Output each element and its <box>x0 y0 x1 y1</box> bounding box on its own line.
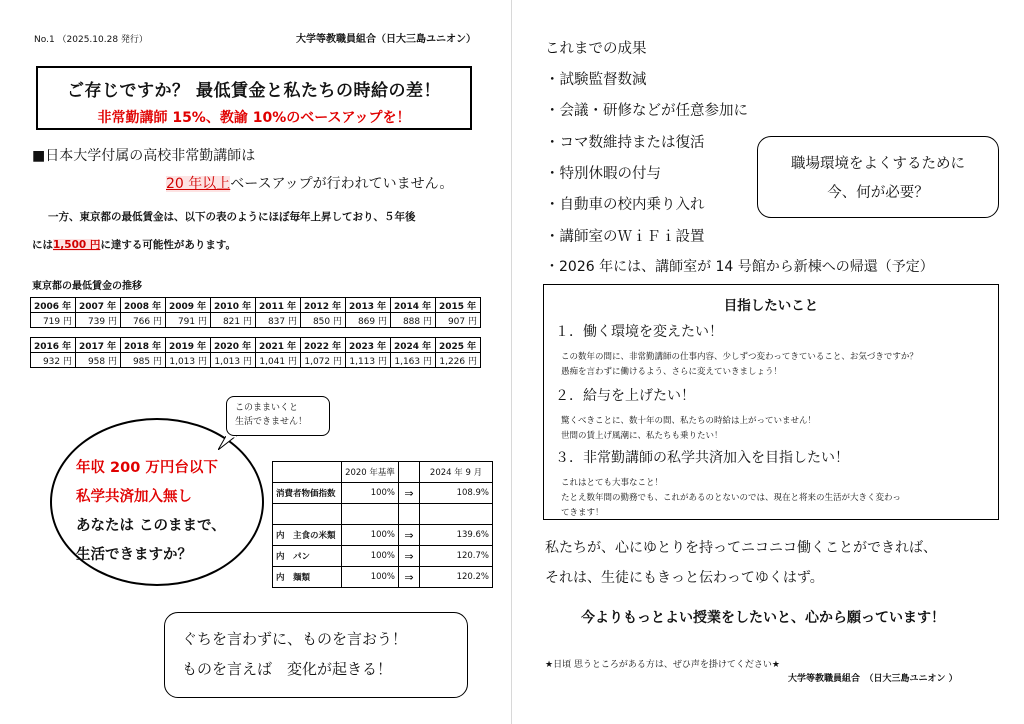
cpi-a-cell: 100% <box>342 546 399 567</box>
yen-highlight: 1,500 円 <box>53 239 101 251</box>
cpi-a-cell: 100% <box>342 525 399 546</box>
table-row <box>273 546 493 567</box>
year-cell: 2008 年 <box>121 298 166 313</box>
year-cell: 2015 年 <box>436 298 481 313</box>
headline: ご存じですか？ 最低賃金と私たちの時給の差！ <box>67 81 441 101</box>
table-row <box>31 353 481 368</box>
footer-note: ★日頃 思うところがある方は、ぜひ声を掛けてください★ <box>545 660 780 670</box>
year-cell: 2014 年 <box>391 298 436 313</box>
cpi-b-cell: 139.6% <box>420 525 493 546</box>
cpi-arrow-cell: ⇒ <box>399 483 420 504</box>
wage-cell: 1,041 円 <box>256 353 301 368</box>
year-cell: 2017 年 <box>76 338 121 353</box>
wage-cell: 1,113 円 <box>346 353 391 368</box>
years-highlight: 20 年以上 <box>166 176 231 192</box>
results-title: これまでの成果 <box>545 41 647 57</box>
goal-heading: １．働く環境を変えたい！ <box>555 324 723 340</box>
footer-union-name: 大学等教職員組合 （日大三島ユニオン ） <box>788 674 958 684</box>
min-wage-paragraph: 一方、東京都の最低賃金は、以下の表のようにほぼ毎年上昇しており、５年後 <box>48 211 416 223</box>
list-item: ・講師室のＷｉＦｉ設置 <box>545 228 705 245</box>
cpi-a-cell <box>342 504 399 525</box>
year-cell: 2006 年 <box>31 298 76 313</box>
table-row: 2020 年基準 2024 年 9 月 <box>273 462 493 483</box>
wage-cell: 869 円 <box>346 313 391 328</box>
year-cell: 2021 年 <box>256 338 301 353</box>
year-cell: 2019 年 <box>166 338 211 353</box>
cpi-a-cell: 100% <box>342 567 399 588</box>
goal-detail: この数年の間に、非常勤講師の仕事内容、少しずつ変わってきていること、お気づきですか？ <box>561 352 918 362</box>
year-cell: 2010 年 <box>211 298 256 313</box>
right-page <box>513 0 1024 724</box>
goal-detail: 世間の賃上げ風潮に、私たちも乗りたい！ <box>561 431 723 441</box>
goal-detail: これはとても大事なこと！ <box>561 478 664 488</box>
wage-cell: 766 円 <box>121 313 166 328</box>
wage-cell: 1,226 円 <box>436 353 481 368</box>
wage-cell: 932 円 <box>31 353 76 368</box>
year-cell: 2023 年 <box>346 338 391 353</box>
goal-detail: 驚くべきことに、数十年の間、私たちの時給は上がっていません！ <box>561 416 817 426</box>
wage-cell: 837 円 <box>256 313 301 328</box>
cpi-arrow-cell: ⇒ <box>399 567 420 588</box>
cpi-arrow-cell <box>399 504 420 525</box>
table-title: 東京都の最低賃金の推移 <box>32 281 142 292</box>
cpi-label-cell: 内 主食の米類 <box>273 525 342 546</box>
year-cell: 2024 年 <box>391 338 436 353</box>
year-cell: 2025 年 <box>436 338 481 353</box>
wage-cell: 791 円 <box>166 313 211 328</box>
wage-cell: 1,013 円 <box>166 353 211 368</box>
slogan-line-2: ものを言えば 変化が起きる！ <box>182 660 393 678</box>
year-cell: 2009 年 <box>166 298 211 313</box>
list-item: ・自動車の校内乗り入れ <box>545 197 705 214</box>
wage-cell: 739 円 <box>76 313 121 328</box>
union-name: 大学等教職員組合（日大三島ユニオン） <box>296 34 476 45</box>
speech-bubble-tail <box>218 436 238 450</box>
list-item: ・試験監督数減 <box>545 72 647 88</box>
headline-demand: 非常勤講師 15%、教諭 10%のベースアップを！ <box>97 110 411 126</box>
cpi-b-cell <box>420 504 493 525</box>
cpi-arrow-cell: ⇒ <box>399 525 420 546</box>
year-cell: 2020 年 <box>211 338 256 353</box>
table-row <box>273 504 493 525</box>
speech-bubble: このままいくと 生活できません！ <box>226 396 330 436</box>
year-cell: 2011 年 <box>256 298 301 313</box>
goal-heading: ３．非常勤講師の私学共済加入を目指したい！ <box>555 450 849 466</box>
wage-cell: 1,072 円 <box>301 353 346 368</box>
ellipse-line-question: あなたは このままで、 <box>76 518 226 534</box>
year-cell: 2018 年 <box>121 338 166 353</box>
question-box: 職場環境をよくするために 今、何が必要？ <box>757 136 999 218</box>
year-cell: 2012 年 <box>301 298 346 313</box>
table-row <box>273 525 493 546</box>
table-row <box>31 338 481 353</box>
slogan-box <box>164 612 468 698</box>
wage-cell: 1,013 円 <box>211 353 256 368</box>
no-raise-text: ベースアップが行われていません。 <box>230 176 454 192</box>
table-row <box>31 298 481 313</box>
cpi-label-cell: 消費者物価指数 <box>273 483 342 504</box>
goals-title: 目指したいこと <box>723 298 819 314</box>
issue-number: No.1 （2025.10.28 発行） <box>34 35 148 45</box>
slogan-line-1: ぐちを言わずに、ものを言おう！ <box>182 630 408 648</box>
cpi-arrow-cell: ⇒ <box>399 546 420 567</box>
year-cell: 2007 年 <box>76 298 121 313</box>
wish-message: 今よりもっとよい授業をしたいと、心から願っています！ <box>581 610 945 626</box>
cpi-label-cell <box>273 504 342 525</box>
table-row <box>273 567 493 588</box>
closing-line-2: それは、生徒にもきっと伝わってゆくはず。 <box>545 570 824 586</box>
wage-cell: 821 円 <box>211 313 256 328</box>
wage-table-2016-2025 <box>30 337 481 368</box>
table-row <box>31 313 481 328</box>
year-cell: 2022 年 <box>301 338 346 353</box>
ellipse-line-insurance: 私学共済加入無し <box>76 489 192 505</box>
section-heading: ■日本大学付属の高校非常勤講師は <box>32 148 256 164</box>
cpi-label-cell: 内 麺類 <box>273 567 342 588</box>
cpi-b-cell: 120.2% <box>420 567 493 588</box>
closing-line-1: 私たちが、心にゆとりを持ってニコニコ働くことができれば、 <box>545 540 937 556</box>
table-row <box>273 483 493 504</box>
price-index-table <box>272 461 493 588</box>
goal-detail: 愚痴を言わずに働けるよう、さらに変えていきましょう！ <box>561 367 783 377</box>
goal-detail: たとえ数年間の勤務でも、これがあるのとないのでは、現在と将来の生活が大きく変わっ <box>561 493 901 503</box>
wage-cell: 888 円 <box>391 313 436 328</box>
list-item: ・特別休暇の付与 <box>545 165 661 182</box>
min-wage-paragraph-2: には1,500 円に達する可能性があります。 <box>32 239 237 251</box>
list-item: ・2026 年には、講師室が 14 号館から新棟への帰還（予定） <box>545 258 934 275</box>
year-cell: 2016 年 <box>31 338 76 353</box>
list-item: ・会議・研修などが任意参加に <box>545 103 748 120</box>
cpi-b-cell: 120.7% <box>420 546 493 567</box>
goal-detail: てきます！ <box>561 508 604 518</box>
cpi-a-cell: 100% <box>342 483 399 504</box>
wage-cell: 985 円 <box>121 353 166 368</box>
cpi-label-cell: 内 パン <box>273 546 342 567</box>
year-cell: 2013 年 <box>346 298 391 313</box>
wage-table-2006-2015 <box>30 297 481 328</box>
wage-cell: 958 円 <box>76 353 121 368</box>
no-raise-line <box>166 173 453 193</box>
wage-cell: 850 円 <box>301 313 346 328</box>
wage-cell: 907 円 <box>436 313 481 328</box>
goal-heading: ２．給与を上げたい！ <box>555 388 695 404</box>
headline-box <box>36 66 472 130</box>
wage-cell: 719 円 <box>31 313 76 328</box>
list-item: ・コマ数維持または復活 <box>545 134 705 151</box>
cpi-b-cell: 108.9% <box>420 483 493 504</box>
ellipse-line-income: 年収 200 万円台以下 <box>76 460 218 476</box>
wage-cell: 1,163 円 <box>391 353 436 368</box>
ellipse-line-question-2: 生活できますか？ <box>76 547 192 563</box>
